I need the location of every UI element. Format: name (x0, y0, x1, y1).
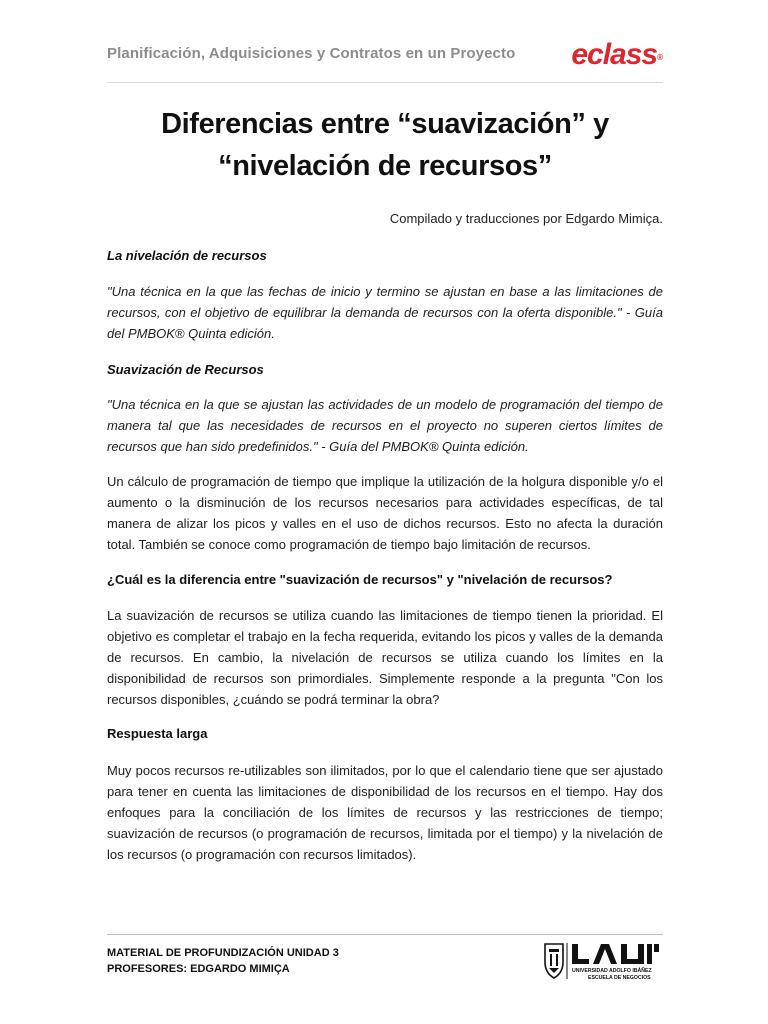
paragraph-suavizacion-explanation: Un cálculo de programación de tiempo que implique la utilización de la holgura disponible y/o el aumento o la disminución de los recursos necesarios para actividades específicas, de tal manera de alizar los picos y valles en el uso de dichos recursos. Esto no afecta la duración total. También se conoce como programación de tiempo bajo limitación de recursos. (107, 474, 663, 552)
section-heading-suavizacion: Suavización de Recursos (107, 362, 264, 377)
paragraph-nivelacion-definition: "Una técnica en la que las fechas de inicio y termino se ajustan en base a las limitaciones de recursos, con el objetivo de equilibrar la demanda de recursos con la oferta disponible." - Guía del PMBOK® Quinta edición. (107, 284, 663, 341)
byline: Compilado y traducciones por Edgardo Mimiça. (389, 211, 663, 226)
university-crest-icon (545, 944, 563, 978)
document-title-line-2: “nivelación de recursos” (218, 150, 552, 182)
paragraph-diferencia: La suavización de recursos se utiliza cuando las limitaciones de tiempo tienen la prioridad. El objetivo es completar el trabajo en la fecha requerida, evitando los picos y valles de la demanda de recursos. En cambio, la nivelación de recursos se utiliza cuando los límites en la disponibilidad de recursos son primordiales. Simplemente responde a la pregunta "Con los recursos disponibles, ¿cuándo se podrá terminar la obra? (107, 608, 663, 707)
section-heading-respuesta-larga: Respuesta larga (107, 726, 208, 741)
uai-caption-line-2: ESCUELA DE NEGOCIOS (588, 975, 651, 981)
uai-logo (542, 940, 663, 982)
section-heading-nivelacion: La nivelación de recursos (107, 248, 267, 263)
registered-mark: ® (657, 53, 663, 62)
footer-unit-label: MATERIAL DE PROFUNDIZACIÓN UNIDAD 3 (107, 947, 339, 959)
document-title (107, 103, 663, 187)
uai-wordmark-icon (572, 944, 659, 964)
footer-text (107, 945, 339, 977)
header-divider (107, 82, 663, 83)
uai-caption-line-1: UNIVERSIDAD ADOLFO IBÁÑEZ (572, 968, 652, 974)
section-heading-diferencia: ¿Cuál es la diferencia entre "suavización de recursos" y "nivelación de recursos? (107, 572, 613, 587)
course-title: Planificación, Adquisiciones y Contratos en un Proyecto (107, 45, 516, 62)
eclass-logo (571, 40, 663, 73)
paragraph-respuesta-larga: Muy pocos recursos re-utilizables son ilimitados, por lo que el calendario tiene que ser ajustado para tener en cuenta las limitaciones de disponibilidad de los recursos en el tiempo. Hay dos enfoques para la conciliación de los límites de recursos y las restricciones de tiempo; suavización de recursos (o programación de recursos, limitada por el tiempo) y la nivelación de los recursos (o programación con recursos limitados). (107, 763, 663, 862)
paragraph-suavizacion-definition: "Una técnica en la que se ajustan las actividades de un modelo de programación del tiempo de manera tal que las necesidades de recursos en el proyecto no superen ciertos límites de recursos que han sido predefinidos." - Guía del PMBOK® Quinta edición. (107, 397, 663, 454)
footer-professors-label: PROFESORES: EDGARDO MIMIÇA (107, 963, 290, 975)
footer-divider (107, 934, 663, 935)
eclass-logo-text: eclass (571, 38, 658, 71)
document-title-line-1: Diferencias entre “suavización” y (161, 108, 609, 140)
page-header (107, 40, 663, 80)
